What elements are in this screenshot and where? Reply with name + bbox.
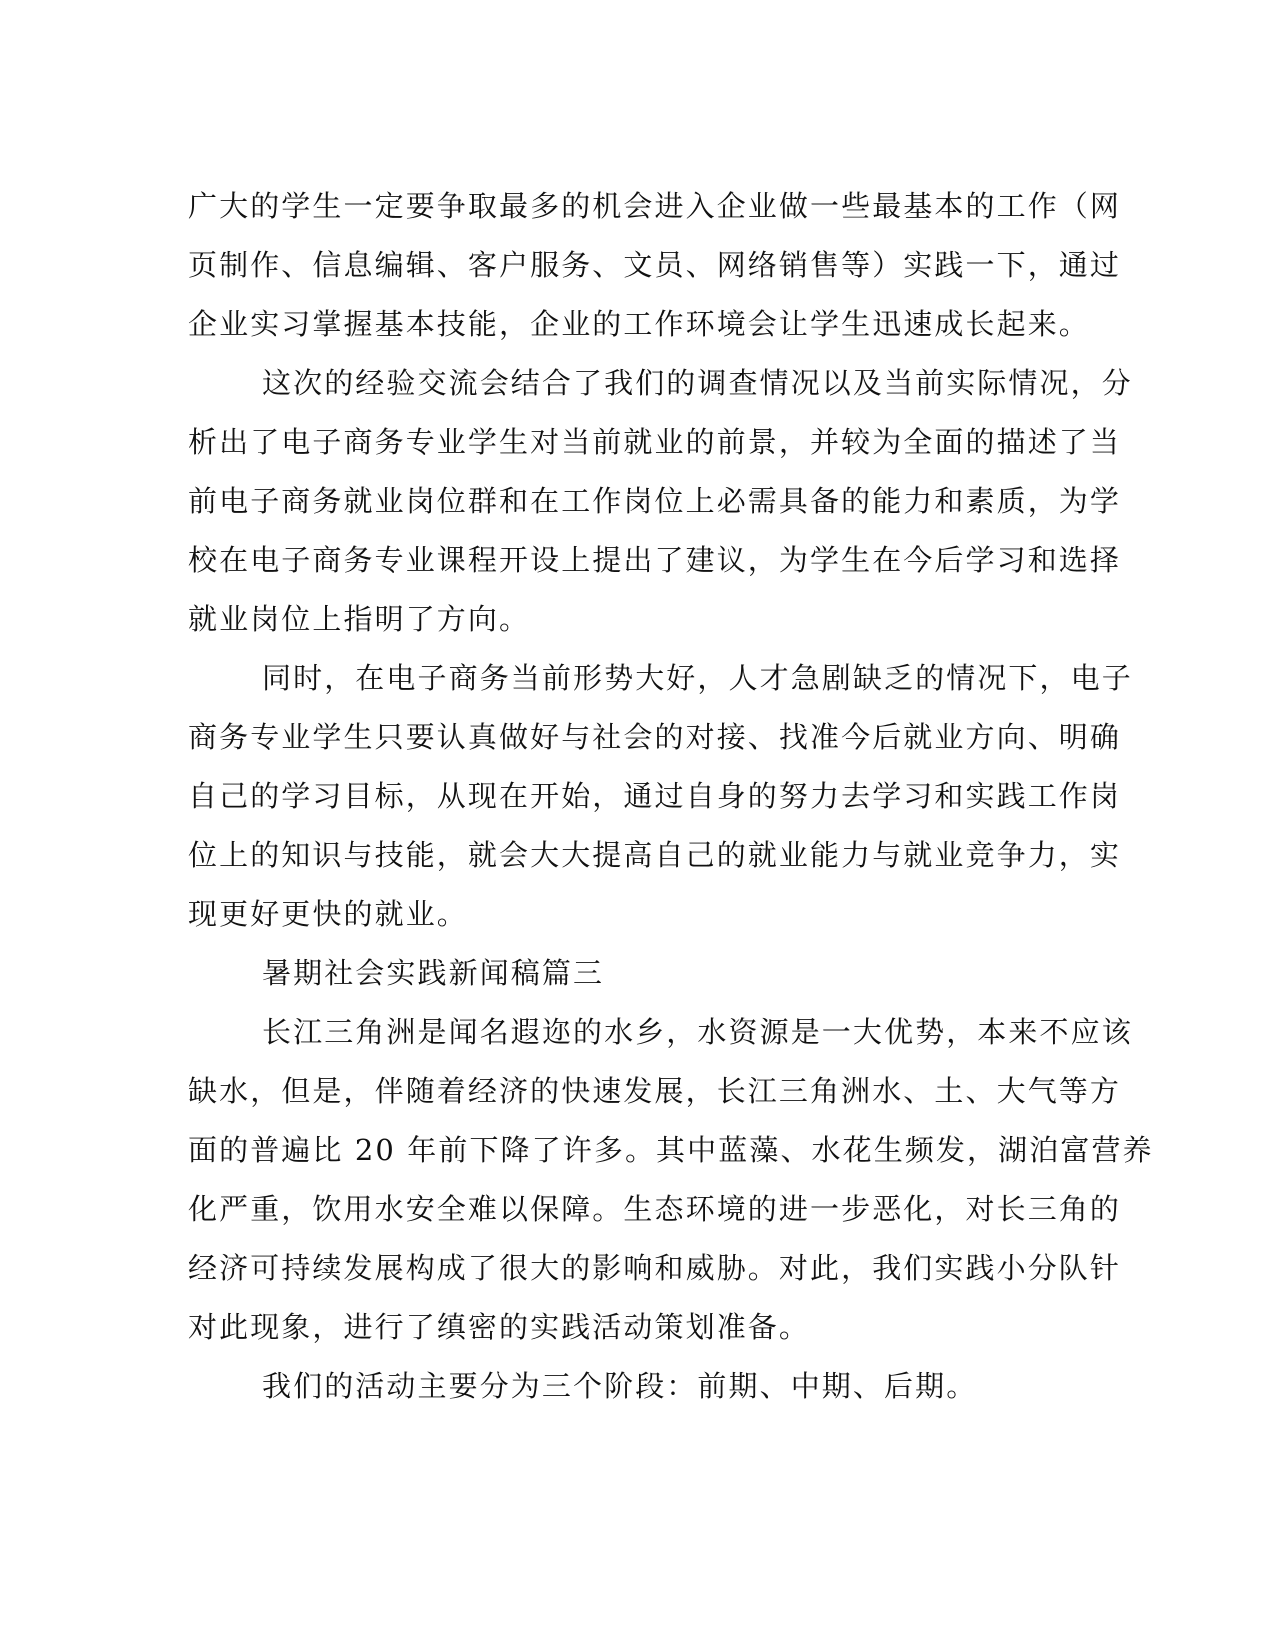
text-line: 自己的学习目标，从现在开始，通过自身的努力去学习和实践工作岗 xyxy=(188,779,1122,813)
text-line: 这次的经验交流会结合了我们的调查情况以及当前实际情况，分 xyxy=(262,366,1133,400)
text-line: 析出了电子商务专业学生对当前就业的前景，并较为全面的描述了当 xyxy=(188,425,1122,459)
text-line: 企业实习掌握基本技能，企业的工作环境会让学生迅速成长起来。 xyxy=(188,307,1090,341)
text-line: 前电子商务就业岗位群和在工作岗位上必需具备的能力和素质，为学 xyxy=(188,484,1122,518)
text-line: 经济可持续发展构成了很大的影响和威胁。对此，我们实践小分队针 xyxy=(188,1251,1122,1285)
text-line: 位上的知识与技能，就会大大提高自己的就业能力与就业竞争力，实 xyxy=(188,838,1122,872)
text-line: 商务专业学生只要认真做好与社会的对接、找准今后就业方向、明确 xyxy=(188,720,1122,754)
text-line: 面的普遍比 20 年前下降了许多。其中蓝藻、水花生频发，湖泊富营养 xyxy=(188,1133,1154,1167)
text-line: 对此现象，进行了缜密的实践活动策划准备。 xyxy=(188,1310,811,1344)
text-line: 就业岗位上指明了方向。 xyxy=(188,602,531,636)
text-line: 广大的学生一定要争取最多的机会进入企业做一些最基本的工作（网 xyxy=(188,189,1122,223)
text-line: 校在电子商务专业课程开设上提出了建议，为学生在今后学习和选择 xyxy=(188,543,1122,577)
text-line: 长江三角洲是闻名遐迩的水乡，水资源是一大优势，本来不应该 xyxy=(262,1015,1133,1049)
text-line: 化严重，饮用水安全难以保障。生态环境的进一步恶化，对长三角的 xyxy=(188,1192,1122,1226)
section-heading: 暑期社会实践新闻稿篇三 xyxy=(262,956,605,990)
text-line: 缺水，但是，伴随着经济的快速发展，长江三角洲水、土、大气等方 xyxy=(188,1074,1122,1108)
text-line: 页制作、信息编辑、客户服务、文员、网络销售等）实践一下，通过 xyxy=(188,248,1122,282)
text-line: 我们的活动主要分为三个阶段：前期、中期、后期。 xyxy=(262,1369,978,1403)
text-line: 同时，在电子商务当前形势大好，人才急剧缺乏的情况下，电子 xyxy=(262,661,1133,695)
text-line: 现更好更快的就业。 xyxy=(188,897,468,931)
